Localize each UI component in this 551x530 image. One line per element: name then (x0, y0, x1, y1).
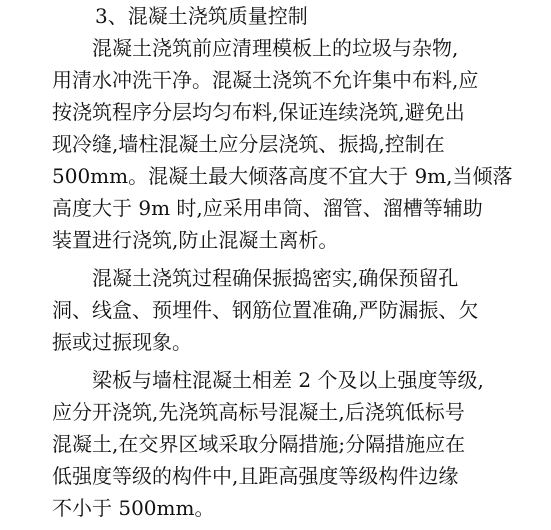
paragraph-3-line-1: 梁板与墙柱混凝土相差 2 个及以上强度等级, (92, 368, 484, 392)
paragraph-3-line-3: 混凝土,在交界区域采取分隔措施;分隔措施应在 (52, 432, 466, 456)
section-heading: 3、混凝土浇筑质量控制 (95, 4, 308, 28)
paragraph-1-line-7: 装置进行浇筑,防止混凝土离析。 (52, 228, 339, 252)
paragraph-2-line-2: 洞、线盒、预埋件、钢筋位置准确,严防漏振、欠 (52, 298, 479, 322)
paragraph-3-line-2: 应分开浇筑,先浇筑高标号混凝土,后浇筑低标号 (52, 400, 465, 424)
paragraph-1-line-5: 500mm。混凝土最大倾落高度不宜大于 9m,当倾落 (52, 164, 513, 188)
paragraph-1-line-3: 按浇筑程序分层均匀布料,保证连续浇筑,避免出 (52, 100, 465, 124)
paragraph-1-line-2: 用清水冲洗干净。混凝土浇筑不允许集中布料,应 (52, 68, 479, 92)
paragraph-1-line-6: 高度大于 9m 时,应采用串筒、溜管、溜槽等辅助 (52, 196, 483, 220)
paragraph-2-line-3: 振或过振现象。 (52, 330, 192, 354)
paragraph-3-line-4: 低强度等级的构件中,且距高强度等级构件边缘 (52, 464, 459, 488)
paragraph-1-line-4: 现冷缝,墙柱混凝土应分层浇筑、振捣,控制在 (52, 132, 445, 156)
paragraph-2-line-1: 混凝土浇筑过程确保振捣密实,确保预留孔 (92, 266, 459, 290)
paragraph-3-line-5: 不小于 500mm。 (52, 496, 215, 520)
paragraph-1-line-1: 混凝土浇筑前应清理模板上的垃圾与杂物, (92, 36, 459, 60)
